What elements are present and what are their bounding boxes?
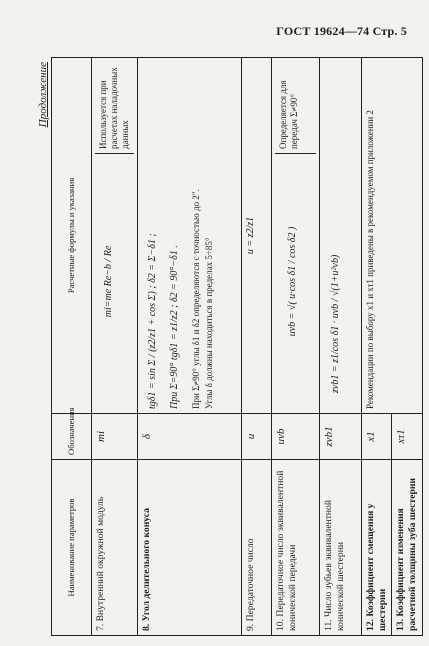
formula-line: При Σ≠90° углы δ1 и δ2 определяются с точностью до 2″. (191, 189, 202, 409)
table-row (319, 58, 361, 636)
param-formula-cell (92, 58, 138, 414)
param-formula: zvb1 = z1/cos δ1 · uvb / √(1+u²vb) (319, 58, 361, 414)
param-name: 8. Угол делительного конуса (137, 460, 241, 636)
table-header-row (52, 58, 92, 636)
rotated-table-content (37, 58, 419, 636)
parameters-table (51, 57, 423, 636)
param-formula: u = z2/z1 (241, 58, 271, 414)
column-header-name: Наименование параметров (52, 460, 92, 636)
param-formula-cell (271, 58, 319, 414)
param-symbol: u (241, 414, 271, 460)
formula-line: tgδ1 = sin Σ / (z2/z1 + cos Σ) ; δ2 = Σ−δ1 ; (146, 233, 158, 409)
table-row (137, 58, 241, 636)
param-name: 13. Коэффициент изменения расчетной толщины зуба шестерни (392, 460, 422, 636)
rotated-table-wrap (37, 58, 419, 636)
param-note: Используется при расчетах наладочных данных (95, 62, 134, 154)
param-symbol: δ (137, 414, 241, 460)
param-name: 10. Передаточное число эквивалентной конической передачи (271, 460, 319, 636)
continuation-label: Продолжение (37, 62, 49, 128)
param-symbol: mi (92, 414, 138, 460)
formula-line: При Σ=90° tgδ1 = z1/z2 ; δ2 = 90°−δ1 . (169, 245, 181, 409)
param-formula: mi=me Re−b / Re (103, 245, 114, 318)
formula-line: Углы δ должны находиться в пределах 5÷85° (204, 237, 215, 409)
param-symbol: uvb (271, 414, 319, 460)
page-header: ГОСТ 19624—74 Стр. 5 (276, 24, 407, 38)
param-name: 11. Число зубьев эквивалентной конической шестерни (319, 460, 361, 636)
table-row (241, 58, 271, 636)
table-row (271, 58, 319, 636)
param-note: Определяется для передач Σ≠90° (275, 62, 316, 154)
param-name: 12. Коэффициент смещения у шестерни (361, 460, 391, 636)
param-name: 7. Внутренний окружной модуль (92, 460, 138, 636)
table-row (361, 58, 391, 636)
param-formula: Рекомендации по выбору x1 и xτ1 приведены в рекомендуемом приложении 2 (361, 58, 422, 414)
column-header-formula: Расчетные формулы и указания (52, 58, 92, 414)
param-formula: uvb = √( u·cos δ1 / cos δ2 ) (286, 226, 298, 337)
table-row (92, 58, 138, 636)
param-symbol: x1 (361, 414, 391, 460)
param-formula-cell (137, 58, 241, 414)
param-name: 9. Передаточное число (241, 460, 271, 636)
column-header-symbol: Обозначения (52, 414, 92, 460)
param-symbol: xτ1 (392, 414, 422, 460)
param-symbol: zvb1 (319, 414, 361, 460)
